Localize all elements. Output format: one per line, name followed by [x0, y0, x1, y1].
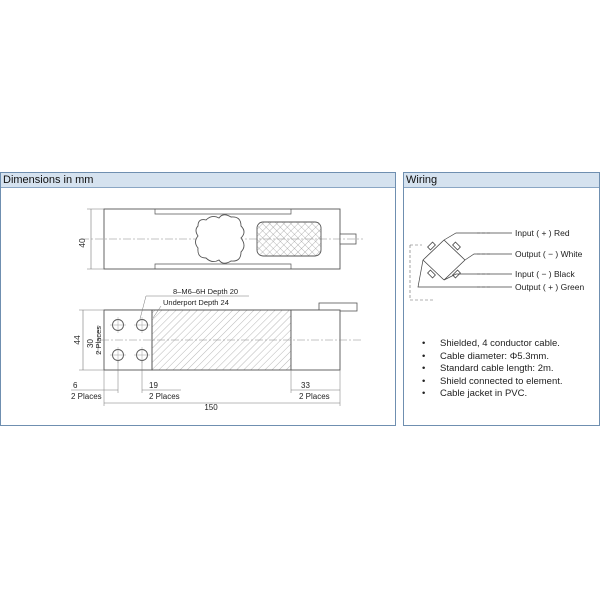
dim-right-offset: 33 [301, 381, 310, 390]
dim-hole-spacing-vertical: 30 [86, 339, 95, 348]
spec-item: • Shielded, 4 conductor cable. [422, 338, 563, 351]
wire-label-input-positive: Input ( + ) Red [515, 228, 570, 238]
cable-spec-list [422, 338, 563, 401]
wiring-panel-title: Wiring [404, 173, 599, 188]
top-view [77, 209, 363, 269]
dimension-drawing [1, 188, 395, 426]
dimensions-panel [0, 172, 396, 426]
dim-edge-offset-note: 2 Places [71, 392, 102, 401]
spec-item: • Shield connected to element. [422, 376, 563, 389]
spec-item: • Cable jacket in PVC. [422, 388, 563, 401]
underport-callout: Underport Depth 24 [163, 298, 229, 307]
wire-label-input-negative: Input ( − ) Black [515, 269, 575, 279]
dim-hole-spacing-vertical-note: 2 Places [94, 326, 103, 355]
wiring-diagram [404, 188, 599, 338]
spec-item: • Cable diameter: Φ5.3mm. [422, 351, 563, 364]
dim-height-side: 44 [72, 335, 82, 345]
dim-height-top: 40 [77, 238, 87, 248]
dim-hole-spacing-horizontal-note: 2 Places [149, 392, 180, 401]
dim-right-offset-note: 2 Places [299, 392, 330, 401]
thread-callout: 8–M6–6H Depth 20 [173, 287, 239, 296]
binocular-cutout [196, 215, 245, 264]
side-view [71, 287, 363, 412]
spec-item: • Standard cable length: 2m. [422, 363, 563, 376]
dim-edge-offset: 6 [73, 381, 78, 390]
wire-label-output-positive: Output ( + ) Green [515, 282, 585, 292]
wire-label-output-negative: Output ( − ) White [515, 249, 583, 259]
dim-hole-spacing-horizontal: 19 [149, 381, 158, 390]
dimensions-panel-title: Dimensions in mm [1, 173, 395, 188]
wire-lines [418, 233, 512, 287]
dim-total-length: 150 [204, 403, 218, 412]
strain-gauge-window [257, 222, 321, 256]
wiring-panel [403, 172, 600, 426]
